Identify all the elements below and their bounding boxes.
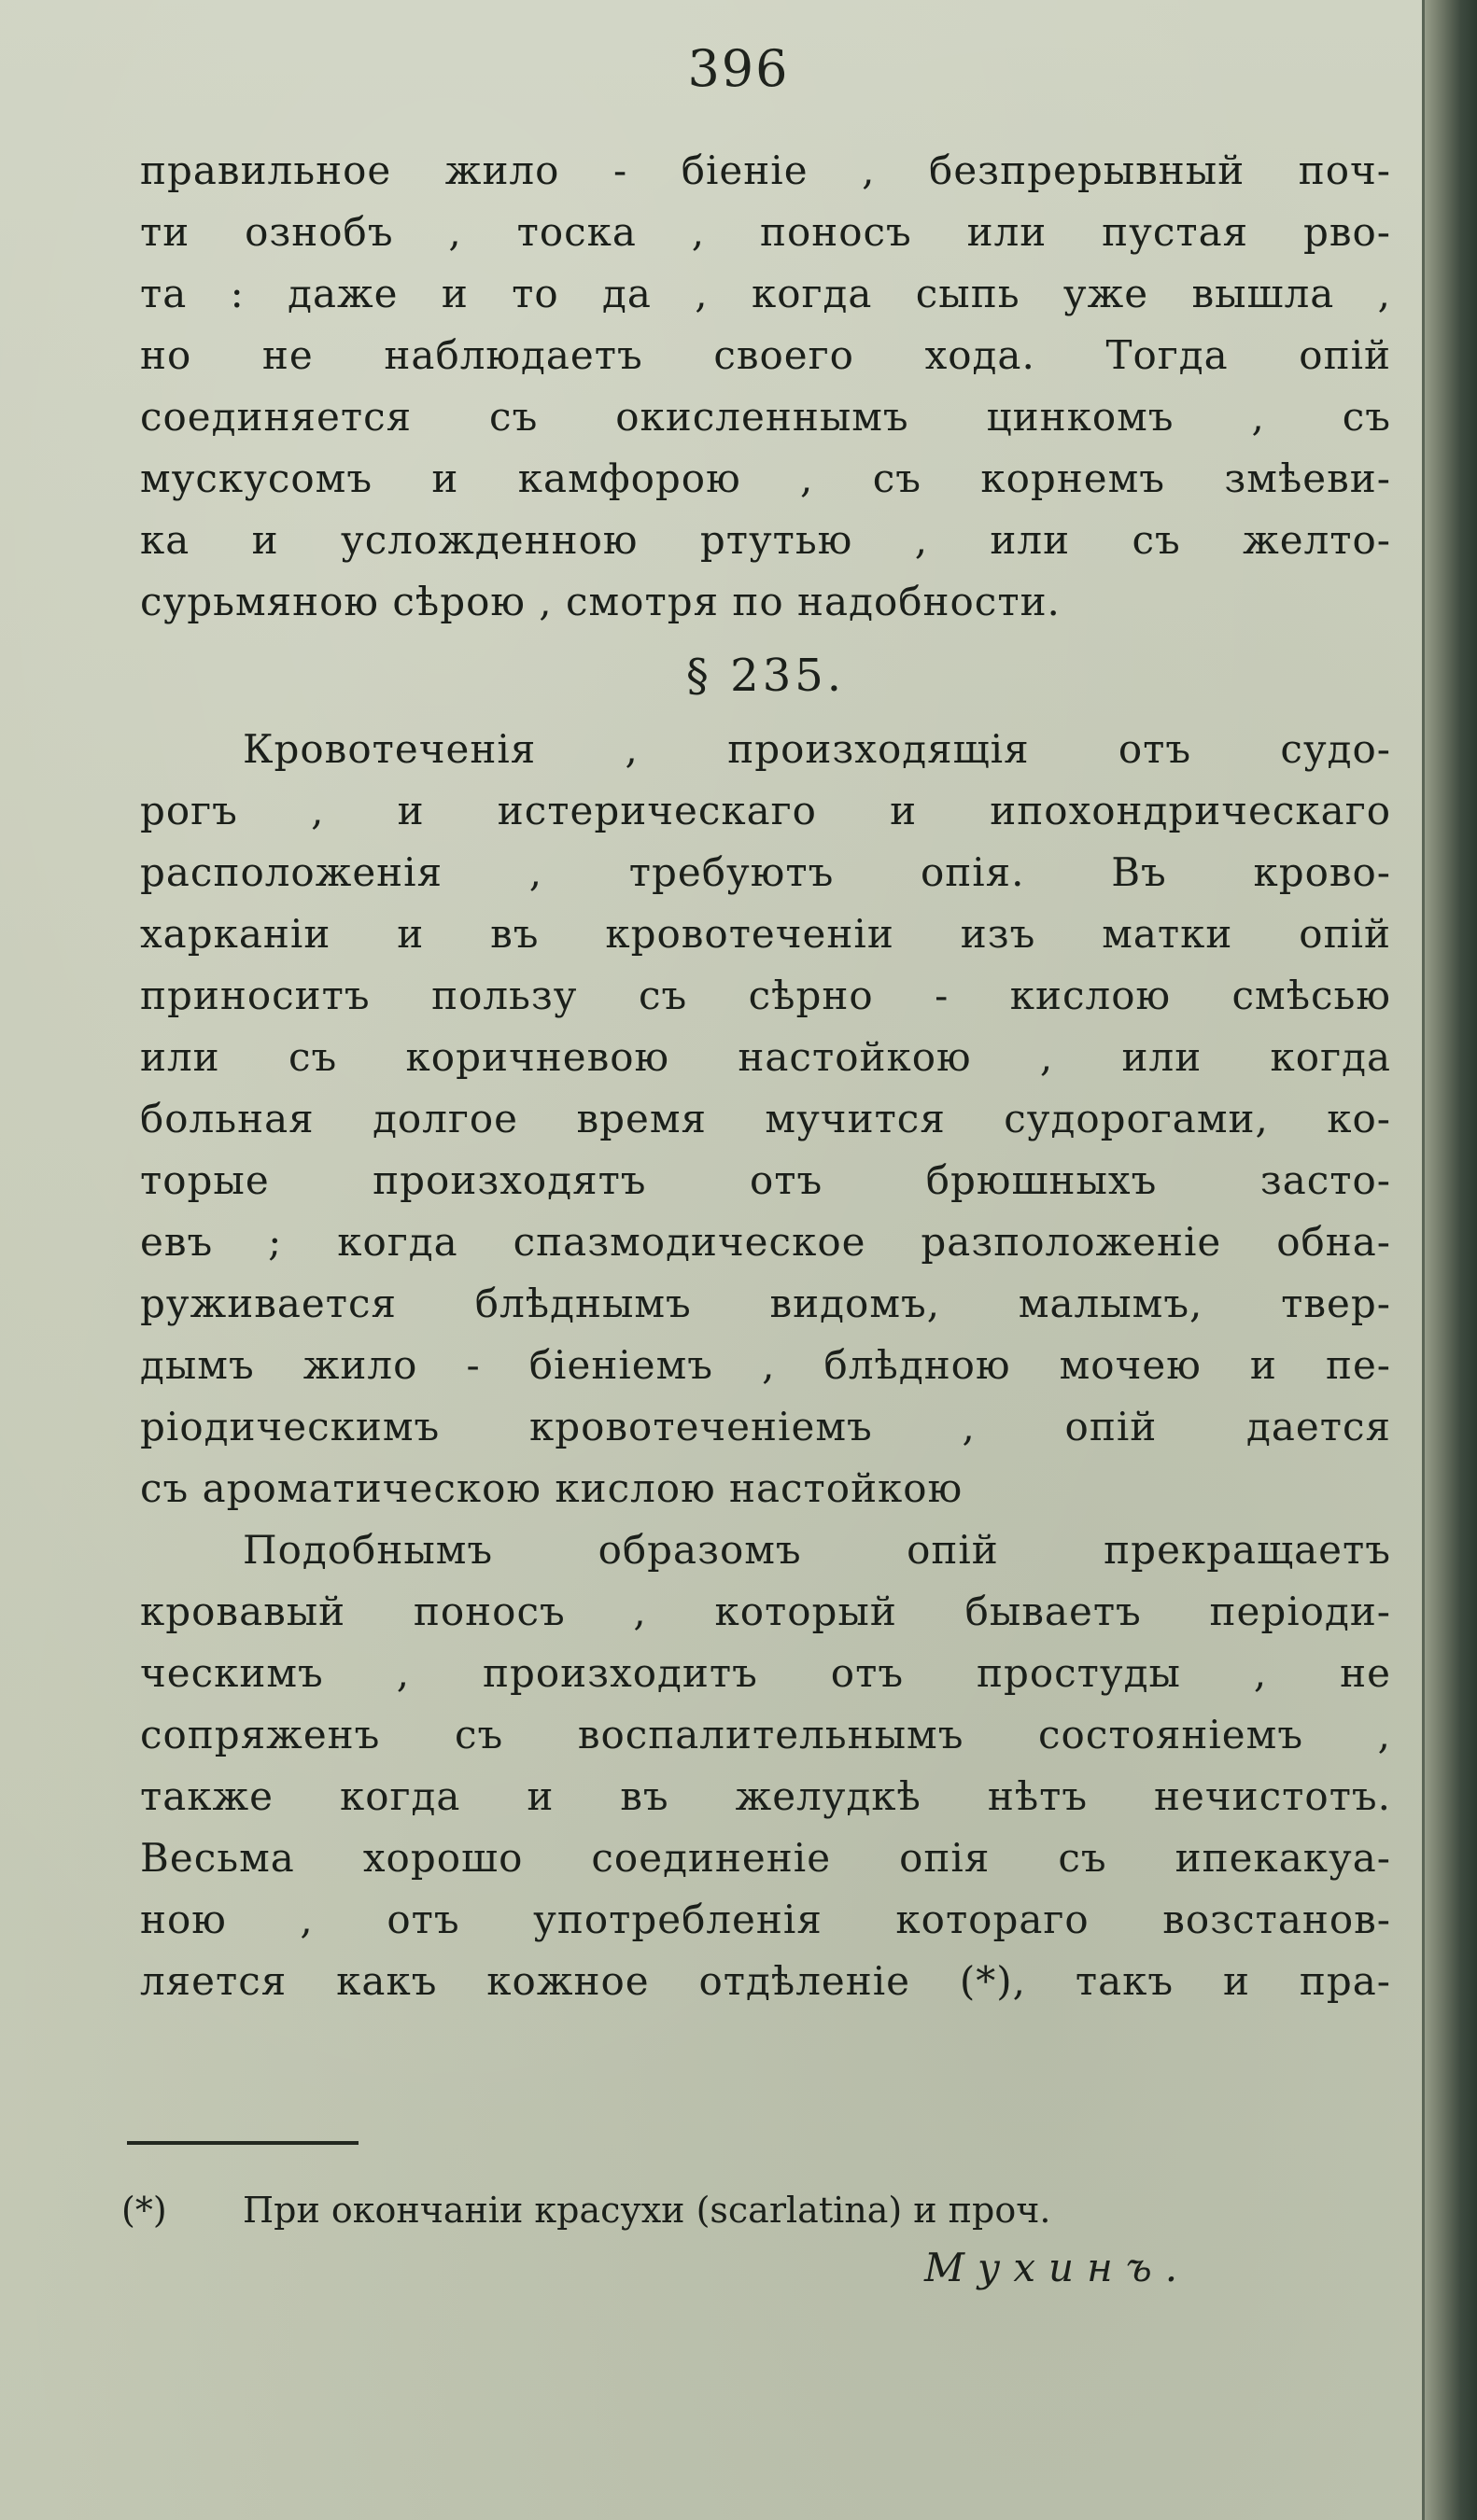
text-line: или съ коричневою настойкою , или когда [140,1034,1391,1080]
text-line: мускусомъ и камфорою , съ корнемъ змѣеви- [140,455,1391,501]
paragraph-1 [140,140,1391,633]
text-line: ка и усложденною ртутью , или съ желто- [140,517,1391,563]
text-line: Подобнымъ образомъ опій прекращаетъ [243,1527,1391,1573]
paragraph-3 [140,1519,1391,2012]
text-line: Весьма хорошо соединеніе опія съ ипекакуа- [140,1835,1391,1881]
section-heading: § 235. [685,650,846,702]
text-line: ною , отъ употребленія котораго возстанов- [140,1897,1391,1942]
text-line: сурьмяною сѣрою , смотря по надобности. [140,579,1061,624]
book-gutter [1423,0,1477,2520]
text-line: ріодическимъ кровотеченіемъ , опій дается [140,1404,1391,1449]
text-line: но не наблюдаетъ своего хода. Тогда опій [140,332,1391,378]
footnote-marker: (*) [121,2190,167,2231]
text-line: также когда и въ желудкѣ нѣтъ нечистотъ. [140,1773,1391,1819]
text-line: съ ароматическою кислою настойкою [140,1465,964,1511]
footnote-text: При окончаніи красухи (scarlatina) и проч. [243,2190,1051,2231]
text-line: расположенія , требуютъ опія. Въ крово- [140,849,1391,895]
text-line: сопряженъ съ воспалительнымъ состояніемъ , [140,1712,1391,1757]
footnote [121,2180,1335,2240]
text-line: соединяется съ окисленнымъ цинкомъ , съ [140,394,1391,440]
text-line: руживается блѣднымъ видомъ, малымъ, твер- [140,1281,1391,1326]
gutter-edge [1422,0,1425,2520]
text-line: та : даже и то да , когда сыпь уже вышла , [140,271,1391,316]
text-line: кровавый поносъ , который бываетъ періоди- [140,1589,1391,1634]
text-line: ти ознобъ , тоска , поносъ или пустая рво- [140,209,1391,255]
text-line: торые произходятъ отъ брюшныхъ засто- [140,1157,1391,1203]
text-line: рогъ , и истерическаго и ипохондрическаго [140,788,1391,833]
text-line: правильное жило - біеніе , безпрерывный поч- [140,147,1391,193]
paragraph-2 [140,719,1391,1519]
text-line: харканіи и въ кровотеченіи изъ матки опій [140,911,1391,957]
text-line: евъ ; когда спазмодическое разположеніе обна- [140,1219,1391,1265]
text-line: больная долгое время мучится судорогами, ко- [140,1096,1391,1141]
body-text [140,140,1391,2012]
text-line: Кровотеченія , произходящія отъ судо- [243,726,1391,772]
page-number: 396 [687,39,790,98]
text-line: дымъ жило - біеніемъ , блѣдною мочею и пе- [140,1342,1391,1388]
footnote-rule [127,2141,359,2145]
text-line: ческимъ , произходитъ отъ простуды , не [140,1650,1391,1696]
footnote-signature: Мухинъ. [924,2245,1191,2290]
text-line: ляется какъ кожное отдѣленіе (*), такъ и пра- [140,1958,1391,2004]
text-line: приноситъ пользу съ сѣрно - кислою смѣсью [140,973,1391,1018]
